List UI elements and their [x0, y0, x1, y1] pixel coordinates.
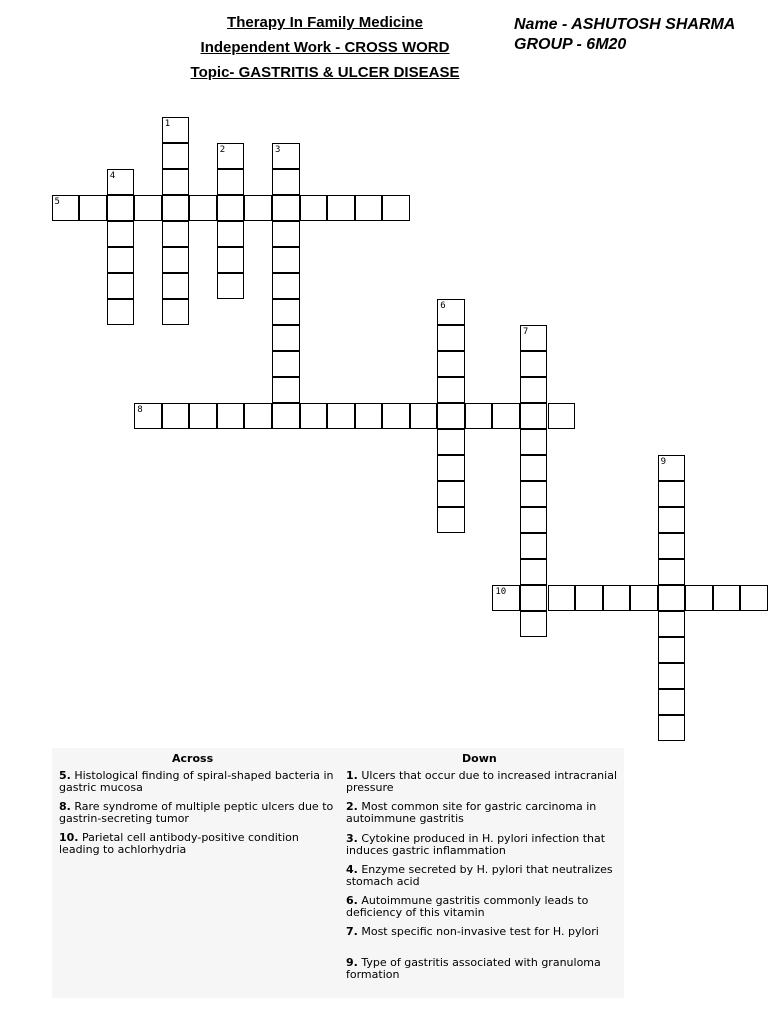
crossword-cell[interactable] — [658, 611, 686, 637]
crossword-cell[interactable] — [162, 143, 190, 169]
crossword-cell[interactable] — [272, 169, 300, 195]
crossword-cell[interactable] — [437, 429, 465, 455]
crossword-cell[interactable] — [162, 221, 190, 247]
crossword-cell[interactable] — [107, 299, 135, 325]
crossword-cell[interactable] — [107, 221, 135, 247]
crossword-cell[interactable] — [740, 585, 768, 611]
crossword-cell[interactable] — [548, 403, 576, 429]
crossword-cell[interactable] — [217, 195, 245, 221]
crossword-cell[interactable] — [272, 325, 300, 351]
cell-number: 6 — [440, 301, 446, 311]
cell-number: 9 — [660, 457, 667, 467]
crossword-cell[interactable] — [658, 637, 686, 663]
cell-number: 5 — [54, 197, 60, 207]
cell-number: 8 — [137, 405, 143, 415]
crossword-cell[interactable] — [217, 169, 245, 195]
crossword-cell[interactable] — [520, 455, 548, 481]
clue-across-10: 10. Parietal cell antibody-positive condition leading to achlorhydria — [59, 831, 299, 856]
crossword-cell[interactable] — [465, 403, 493, 429]
crossword-cell[interactable] — [300, 403, 328, 429]
crossword-cell[interactable] — [300, 195, 328, 221]
cell-number: 1 — [164, 119, 171, 129]
crossword-cell[interactable] — [162, 195, 190, 221]
crossword-cell[interactable] — [658, 507, 686, 533]
crossword-cell[interactable] — [520, 377, 548, 403]
crossword-cell[interactable] — [520, 351, 548, 377]
clue-down-1: 1. Ulcers that occur due to increased intracranial pressure — [346, 769, 618, 794]
crossword-cell[interactable] — [162, 117, 190, 143]
crossword-cell[interactable] — [630, 585, 658, 611]
document-topic: Topic- GASTRITIS & ULCER DISEASE — [190, 64, 460, 81]
crossword-cell[interactable] — [327, 403, 355, 429]
crossword-cell[interactable] — [52, 195, 80, 221]
crossword-cell[interactable] — [603, 585, 631, 611]
crossword-cell[interactable] — [189, 195, 217, 221]
crossword-cell[interactable] — [520, 429, 548, 455]
crossword-cell[interactable] — [520, 507, 548, 533]
cell-number: 2 — [219, 145, 226, 155]
crossword-cell[interactable] — [382, 403, 410, 429]
crossword-cell[interactable] — [658, 481, 686, 507]
crossword-cell[interactable] — [410, 403, 438, 429]
crossword-cell[interactable] — [658, 689, 686, 715]
crossword-cell[interactable] — [355, 195, 383, 221]
across-heading: Across — [172, 752, 214, 765]
clue-down-2: 2. Most common site for gastric carcinoma in autoimmune gastritis — [346, 800, 597, 825]
crossword-cell[interactable] — [437, 351, 465, 377]
crossword-cell[interactable] — [658, 585, 686, 611]
crossword-cell[interactable] — [272, 247, 300, 273]
crossword-cell[interactable] — [575, 585, 603, 611]
crossword-cell[interactable] — [217, 247, 245, 273]
crossword-cell[interactable] — [79, 195, 107, 221]
cell-number: 10 — [495, 587, 507, 597]
crossword-cell[interactable] — [520, 533, 548, 559]
student-group: GROUP - 6M20 — [514, 36, 627, 53]
crossword-cell[interactable] — [244, 195, 272, 221]
clue-down-3: 3. Cytokine produced in H. pylori infection that induces gastric inflammation — [346, 832, 606, 857]
crossword-cell[interactable] — [272, 195, 300, 221]
crossword-cell[interactable] — [520, 611, 548, 637]
crossword-cell[interactable] — [658, 533, 686, 559]
crossword-cell[interactable] — [272, 351, 300, 377]
clue-down-7: 7. Most specific non-invasive test for H. pylori — [346, 925, 599, 938]
crossword-cell[interactable] — [162, 247, 190, 273]
crossword-cell[interactable] — [713, 585, 741, 611]
crossword-cell[interactable] — [217, 143, 245, 169]
document-subtitle: Independent Work - CROSS WORD — [200, 39, 450, 56]
crossword-cell[interactable] — [437, 377, 465, 403]
crossword-cell[interactable] — [437, 455, 465, 481]
crossword-cell[interactable] — [520, 481, 548, 507]
cell-number: 3 — [275, 145, 281, 155]
crossword-cell[interactable] — [272, 299, 300, 325]
crossword-cell[interactable] — [107, 195, 135, 221]
crossword-cell[interactable] — [437, 325, 465, 351]
crossword-cell[interactable] — [658, 715, 686, 741]
crossword-cell[interactable] — [272, 221, 300, 247]
crossword-cell[interactable] — [272, 273, 300, 299]
crossword-cell[interactable] — [134, 195, 162, 221]
cell-number: 7 — [522, 327, 529, 337]
clue-across-5: 5. Histological finding of spiral-shaped bacteria in gastric mucosa — [59, 769, 334, 794]
clue-across-8: 8. Rare syndrome of multiple peptic ulcers due to gastrin-secreting tumor — [59, 800, 334, 825]
crossword-cell[interactable] — [162, 273, 190, 299]
crossword-cell[interactable] — [217, 273, 245, 299]
clue-down-4: 4. Enzyme secreted by H. pylori that neutralizes stomach acid — [346, 863, 613, 888]
clue-down-9: 9. Type of gastritis associated with granuloma formation — [346, 956, 601, 981]
crossword-cell[interactable] — [437, 299, 465, 325]
crossword-cell[interactable] — [658, 559, 686, 585]
down-heading: Down — [462, 752, 497, 765]
crossword-cell[interactable] — [244, 403, 272, 429]
crossword-cell[interactable] — [162, 169, 190, 195]
crossword-cell[interactable] — [382, 195, 410, 221]
crossword-cell[interactable] — [327, 195, 355, 221]
crossword-cell[interactable] — [272, 143, 300, 169]
crossword-cell[interactable] — [162, 403, 190, 429]
crossword-cell[interactable] — [548, 585, 576, 611]
crossword-cell[interactable] — [658, 663, 686, 689]
crossword-cell[interactable] — [520, 559, 548, 585]
crossword-cell[interactable] — [437, 507, 465, 533]
crossword-cell[interactable] — [520, 403, 548, 429]
crossword-cell[interactable] — [134, 403, 162, 429]
crossword-cell[interactable] — [217, 403, 245, 429]
crossword-cell[interactable] — [107, 273, 135, 299]
crossword-cell[interactable] — [189, 403, 217, 429]
crossword-cell[interactable] — [520, 325, 548, 351]
crossword-cell[interactable] — [217, 221, 245, 247]
crossword-cell[interactable] — [272, 403, 300, 429]
crossword-cell[interactable] — [492, 585, 520, 611]
crossword-cell[interactable] — [272, 377, 300, 403]
crossword-cell[interactable] — [162, 299, 190, 325]
crossword-cell[interactable] — [107, 169, 135, 195]
crossword-cell[interactable] — [355, 403, 383, 429]
crossword-cell[interactable] — [107, 247, 135, 273]
crossword-cell[interactable] — [685, 585, 713, 611]
cell-number: 4 — [109, 171, 116, 181]
crossword-cell[interactable] — [658, 455, 686, 481]
crossword-cell[interactable] — [520, 585, 548, 611]
crossword-cell[interactable] — [492, 403, 520, 429]
student-name: Name - ASHUTOSH SHARMA — [514, 16, 736, 33]
crossword-cell[interactable] — [437, 403, 465, 429]
crossword-cell[interactable] — [437, 481, 465, 507]
clue-down-6: 6. Autoimmune gastritis commonly leads to deficiency of this vitamin — [346, 894, 589, 919]
document-title: Therapy In Family Medicine — [227, 14, 423, 31]
